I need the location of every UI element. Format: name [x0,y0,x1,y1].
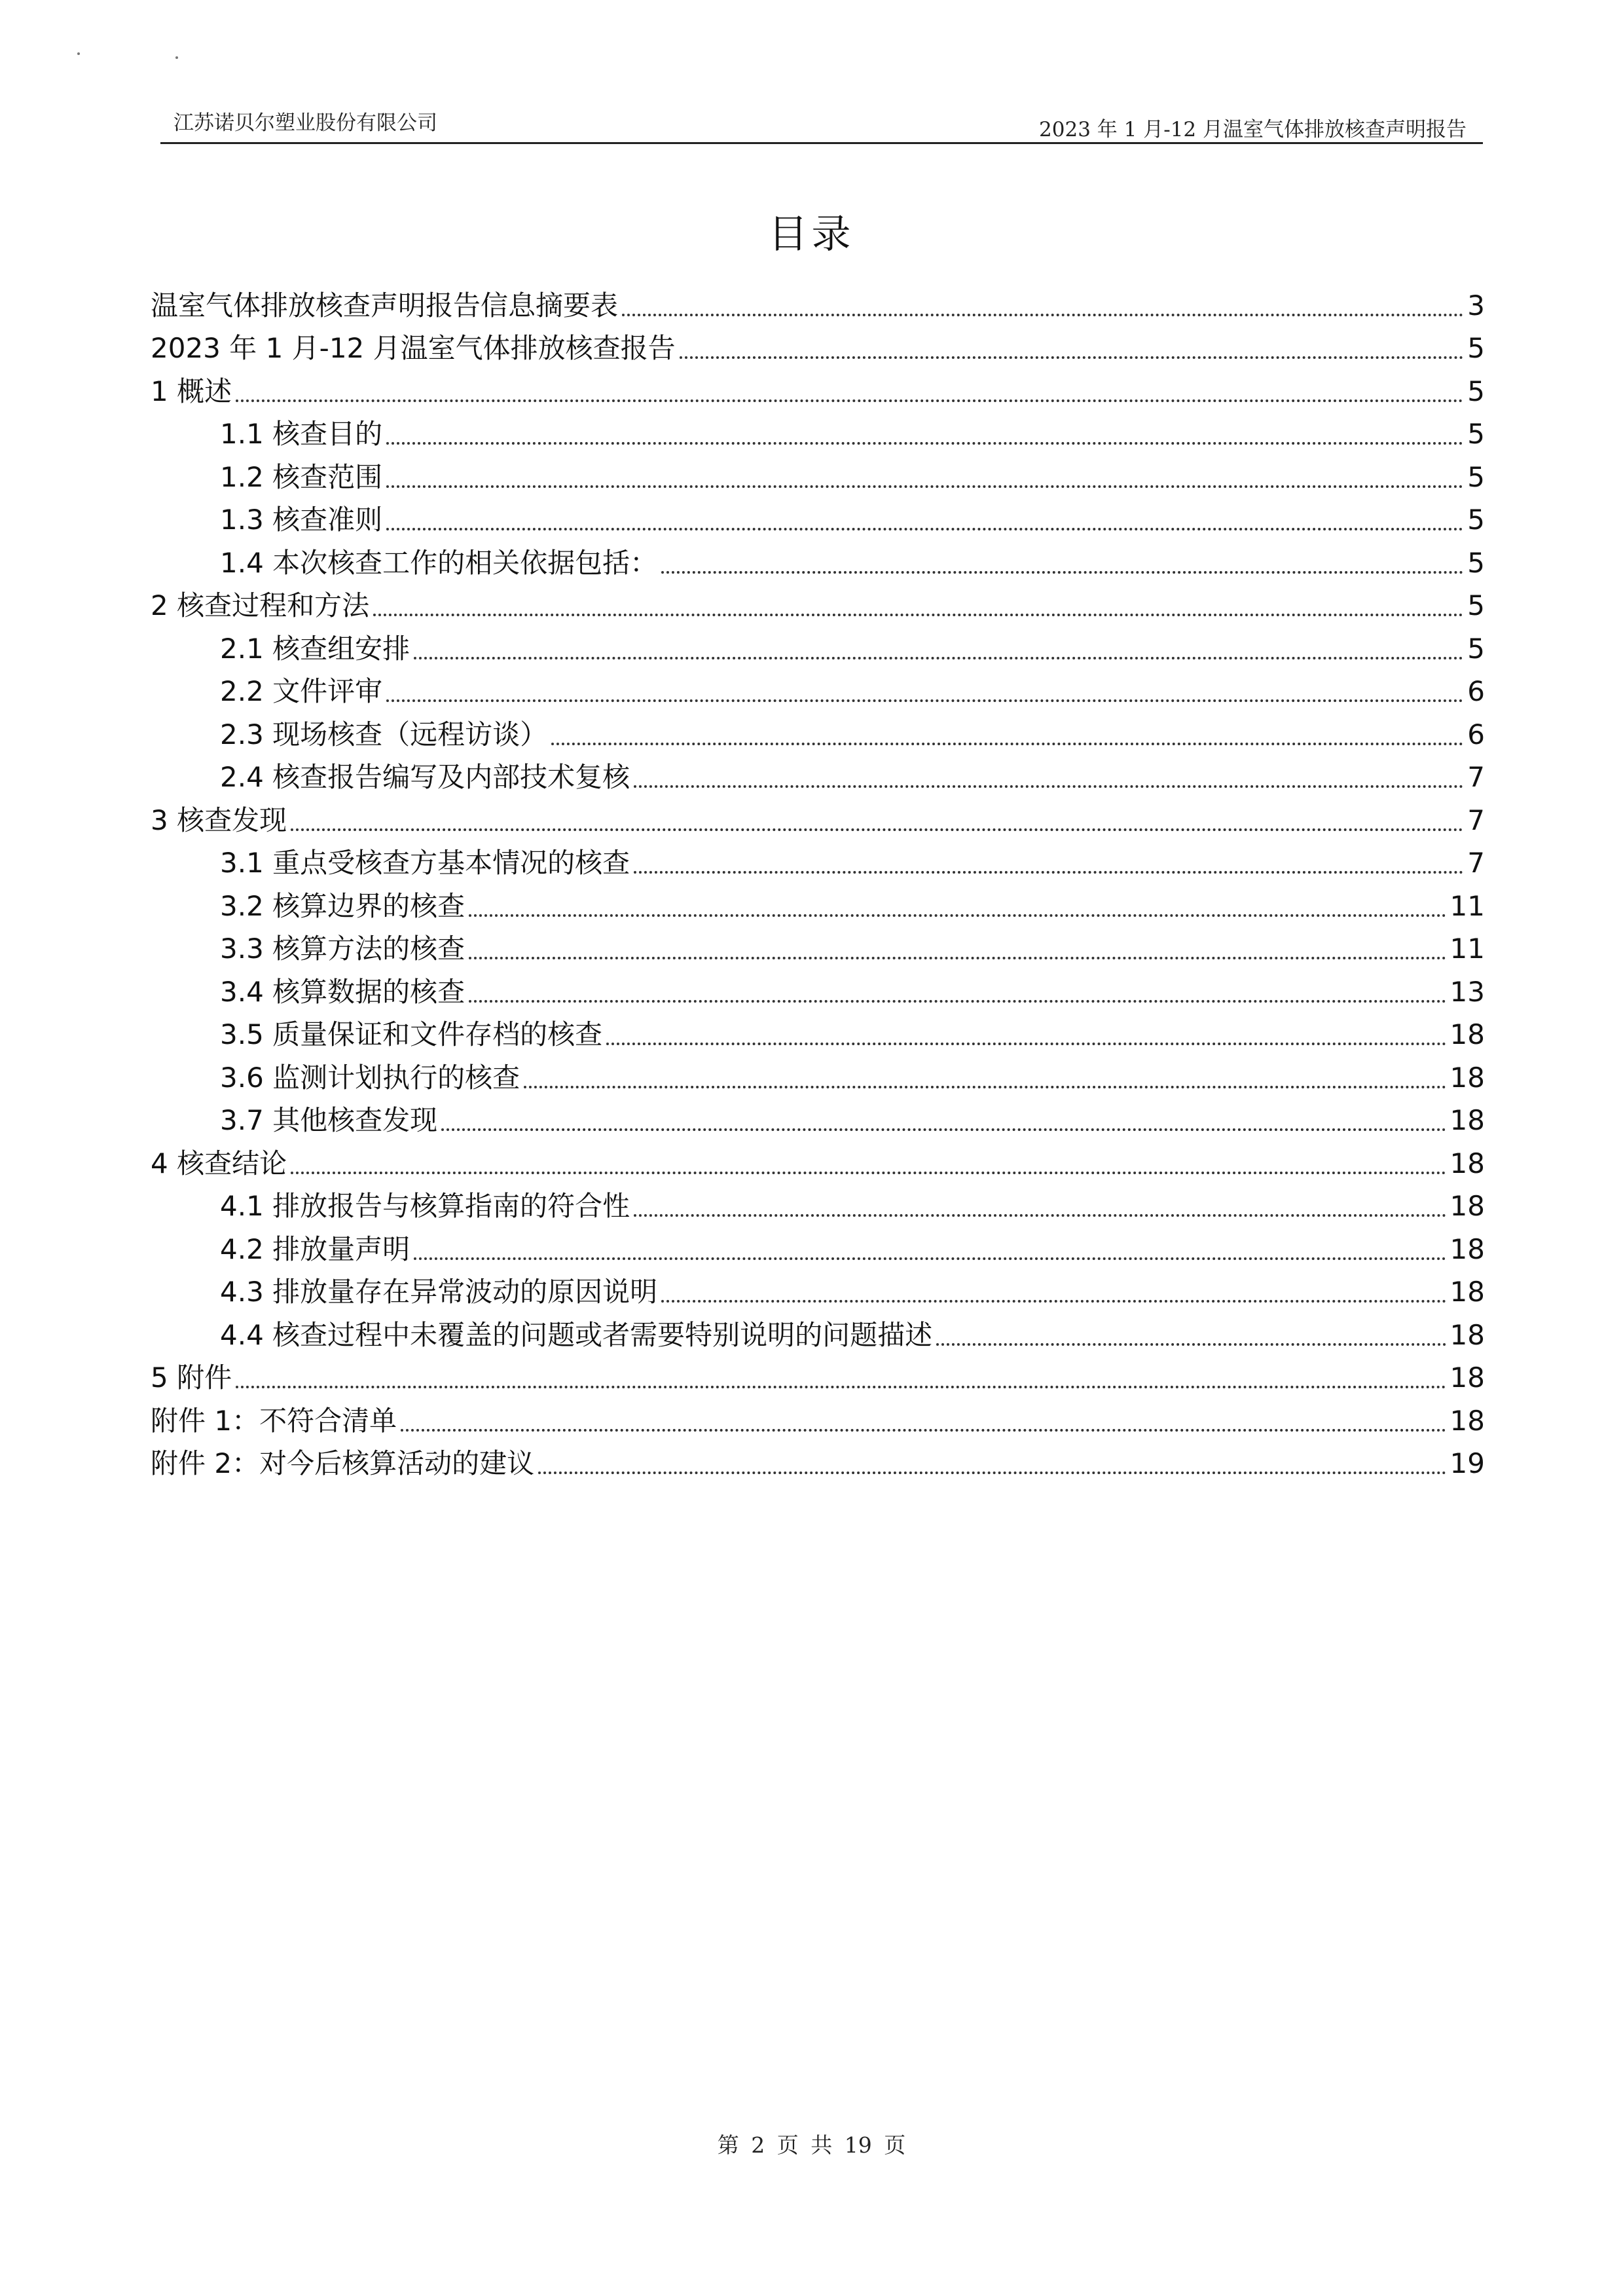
toc-entry-label: 3.6 监测计划执行的核查 [220,1061,520,1094]
header-divider [160,142,1483,144]
toc-title: 目录 [768,212,855,257]
toc-entry[interactable] [151,1092,1485,1135]
toc-entry-label: 4.4 核查过程中未覆盖的问题或者需要特别说明的问题描述 [220,1318,933,1351]
toc-dot-leader [469,914,1446,917]
toc-entry-page-number: 18 [1450,1018,1485,1050]
toc-entry-label: 2 核查过程和方法 [151,589,370,621]
toc-entry-page-number: 18 [1450,1104,1485,1136]
toc-entry[interactable] [151,877,1485,920]
toc-entry[interactable] [151,1306,1485,1349]
toc-entry[interactable] [151,920,1485,963]
toc-entry-label: 2023 年 1 月-12 月温室气体排放核查报告 [151,332,676,364]
toc-entry[interactable] [151,1220,1485,1263]
toc-dot-leader [373,614,1463,616]
toc-dot-leader [386,442,1463,445]
page-header [160,98,1480,141]
toc-entry-page-number: 6 [1467,718,1485,750]
toc-entry-page-number: 18 [1450,1404,1485,1437]
toc-entry-label: 3.3 核算方法的核查 [220,933,465,965]
toc-dot-leader [236,1386,1446,1388]
toc-entry[interactable] [151,1177,1485,1221]
toc-entry-page-number: 5 [1467,375,1485,407]
toc-entry-label: 1.4 本次核查工作的相关依据包括： [220,546,658,579]
toc-dot-leader [661,1300,1446,1303]
toc-entry[interactable] [151,1048,1485,1092]
toc-entry[interactable] [151,276,1485,320]
scan-speck [175,56,178,59]
toc-entry-page-number: 18 [1450,1232,1485,1265]
toc-dot-leader [291,1172,1446,1174]
toc-entry-label: 3 核查发现 [151,804,287,836]
toc-entry[interactable] [151,1006,1485,1049]
toc-entry[interactable] [151,791,1485,834]
toc-entry[interactable] [151,320,1485,363]
toc-entry-label: 2.4 核查报告编写及内部技术复核 [220,761,630,793]
toc-entry[interactable] [151,491,1485,534]
toc-entry[interactable] [151,1435,1485,1478]
toc-entry-label: 1.3 核查准则 [220,504,383,536]
toc-dot-leader [401,1429,1446,1432]
toc-entry[interactable] [151,663,1485,706]
toc-entry-page-number: 5 [1467,632,1485,665]
scan-speck [77,52,80,55]
page-footer: 第 2 页 共 19 页 [717,2132,906,2158]
toc-dot-leader [634,1214,1446,1217]
toc-dot-leader [386,485,1463,488]
toc-entry-label: 2.3 现场核查（远程访谈） [220,718,548,750]
toc-entry-label: 3.5 质量保证和文件存档的核查 [220,1018,603,1050]
toc-dot-leader [469,957,1446,959]
toc-entry-page-number: 18 [1450,1190,1485,1222]
toc-dot-leader [414,1257,1446,1260]
toc-entry[interactable] [151,1263,1485,1306]
toc-entry-label: 3.1 重点受核查方基本情况的核查 [220,847,630,879]
toc-entry-page-number: 19 [1450,1447,1485,1479]
toc-entry-page-number: 18 [1450,1318,1485,1351]
toc-dot-leader [524,1086,1446,1088]
toc-dot-leader [414,657,1463,659]
header-report-title: 2023 年 1 月-12 月温室气体排放核查声明报告 [1039,118,1467,141]
toc-entry[interactable] [151,577,1485,620]
toc-entry-page-number: 5 [1467,546,1485,579]
toc-entry-label: 3.4 核算数据的核查 [220,975,465,1008]
toc-dot-leader [680,356,1464,359]
toc-entry[interactable] [151,834,1485,878]
toc-entry[interactable] [151,620,1485,663]
toc-entry[interactable] [151,362,1485,405]
toc-entry-page-number: 7 [1467,761,1485,793]
header-company-name: 江苏诺贝尔塑业股份有限公司 [173,111,437,135]
toc-entry-label: 4.2 排放量声明 [220,1232,410,1265]
toc-entry[interactable] [151,1134,1485,1177]
toc-entry[interactable] [151,1392,1485,1435]
toc-dot-leader [469,1000,1446,1003]
toc-entry[interactable] [151,749,1485,792]
toc-entry-page-number: 18 [1450,1276,1485,1308]
toc-entry-page-number: 5 [1467,589,1485,621]
toc-entry-label: 1.2 核查范围 [220,460,383,493]
toc-entry[interactable] [151,534,1485,577]
toc-entry-label: 附件 2：对今后核算活动的建议 [151,1447,535,1479]
toc-entry[interactable] [151,405,1485,449]
toc-dot-leader [386,528,1463,530]
toc-entry-page-number: 18 [1450,1361,1485,1394]
toc-entry-page-number: 11 [1450,933,1485,965]
toc-entry-page-number: 3 [1467,289,1485,322]
toc-entry-label: 附件 1：不符合清单 [151,1404,397,1437]
toc-entry-page-number: 5 [1467,418,1485,450]
toc-dot-leader [551,743,1463,745]
toc-entry-label: 4.1 排放报告与核算指南的符合性 [220,1190,630,1222]
toc-dot-leader [291,828,1463,831]
toc-entry-label: 4 核查结论 [151,1147,287,1179]
toc-entry-label: 2.1 核查组安排 [220,632,410,665]
toc-dot-leader [606,1043,1446,1045]
toc-entry-page-number: 5 [1467,504,1485,536]
toc-entry-label: 2.2 文件评审 [220,675,383,707]
toc-entry-page-number: 7 [1467,847,1485,879]
toc-entry-label: 4.3 排放量存在异常波动的原因说明 [220,1276,658,1308]
toc-dot-leader [622,314,1463,316]
toc-entry-page-number: 13 [1450,975,1485,1008]
toc-entry-page-number: 5 [1467,332,1485,364]
toc-entry-label: 温室气体排放核查声明报告信息摘要表 [151,289,619,322]
toc-entry-label: 1.1 核查目的 [220,418,383,450]
toc-entry-label: 1 概述 [151,375,232,407]
toc-dot-leader [936,1343,1446,1346]
toc-entry-page-number: 7 [1467,804,1485,836]
toc-entry[interactable] [151,448,1485,491]
toc-dot-leader [386,699,1463,702]
toc-dot-leader [661,571,1463,574]
toc-entry-label: 3.7 其他核查发现 [220,1104,438,1136]
toc-dot-leader [236,399,1463,402]
toc-dot-leader [634,785,1463,788]
toc-dot-leader [441,1128,1446,1131]
toc-entry-page-number: 6 [1467,675,1485,707]
table-of-contents [151,276,1485,1477]
toc-dot-leader [538,1472,1446,1474]
toc-entry-label: 3.2 核算边界的核查 [220,889,465,922]
toc-entry[interactable] [151,1349,1485,1392]
toc-entry-label: 5 附件 [151,1361,232,1394]
toc-entry-page-number: 18 [1450,1061,1485,1094]
toc-entry[interactable] [151,705,1485,749]
toc-entry-page-number: 5 [1467,460,1485,493]
toc-entry-page-number: 18 [1450,1147,1485,1179]
toc-entry[interactable] [151,963,1485,1006]
toc-dot-leader [634,871,1463,874]
toc-entry-page-number: 11 [1450,889,1485,922]
